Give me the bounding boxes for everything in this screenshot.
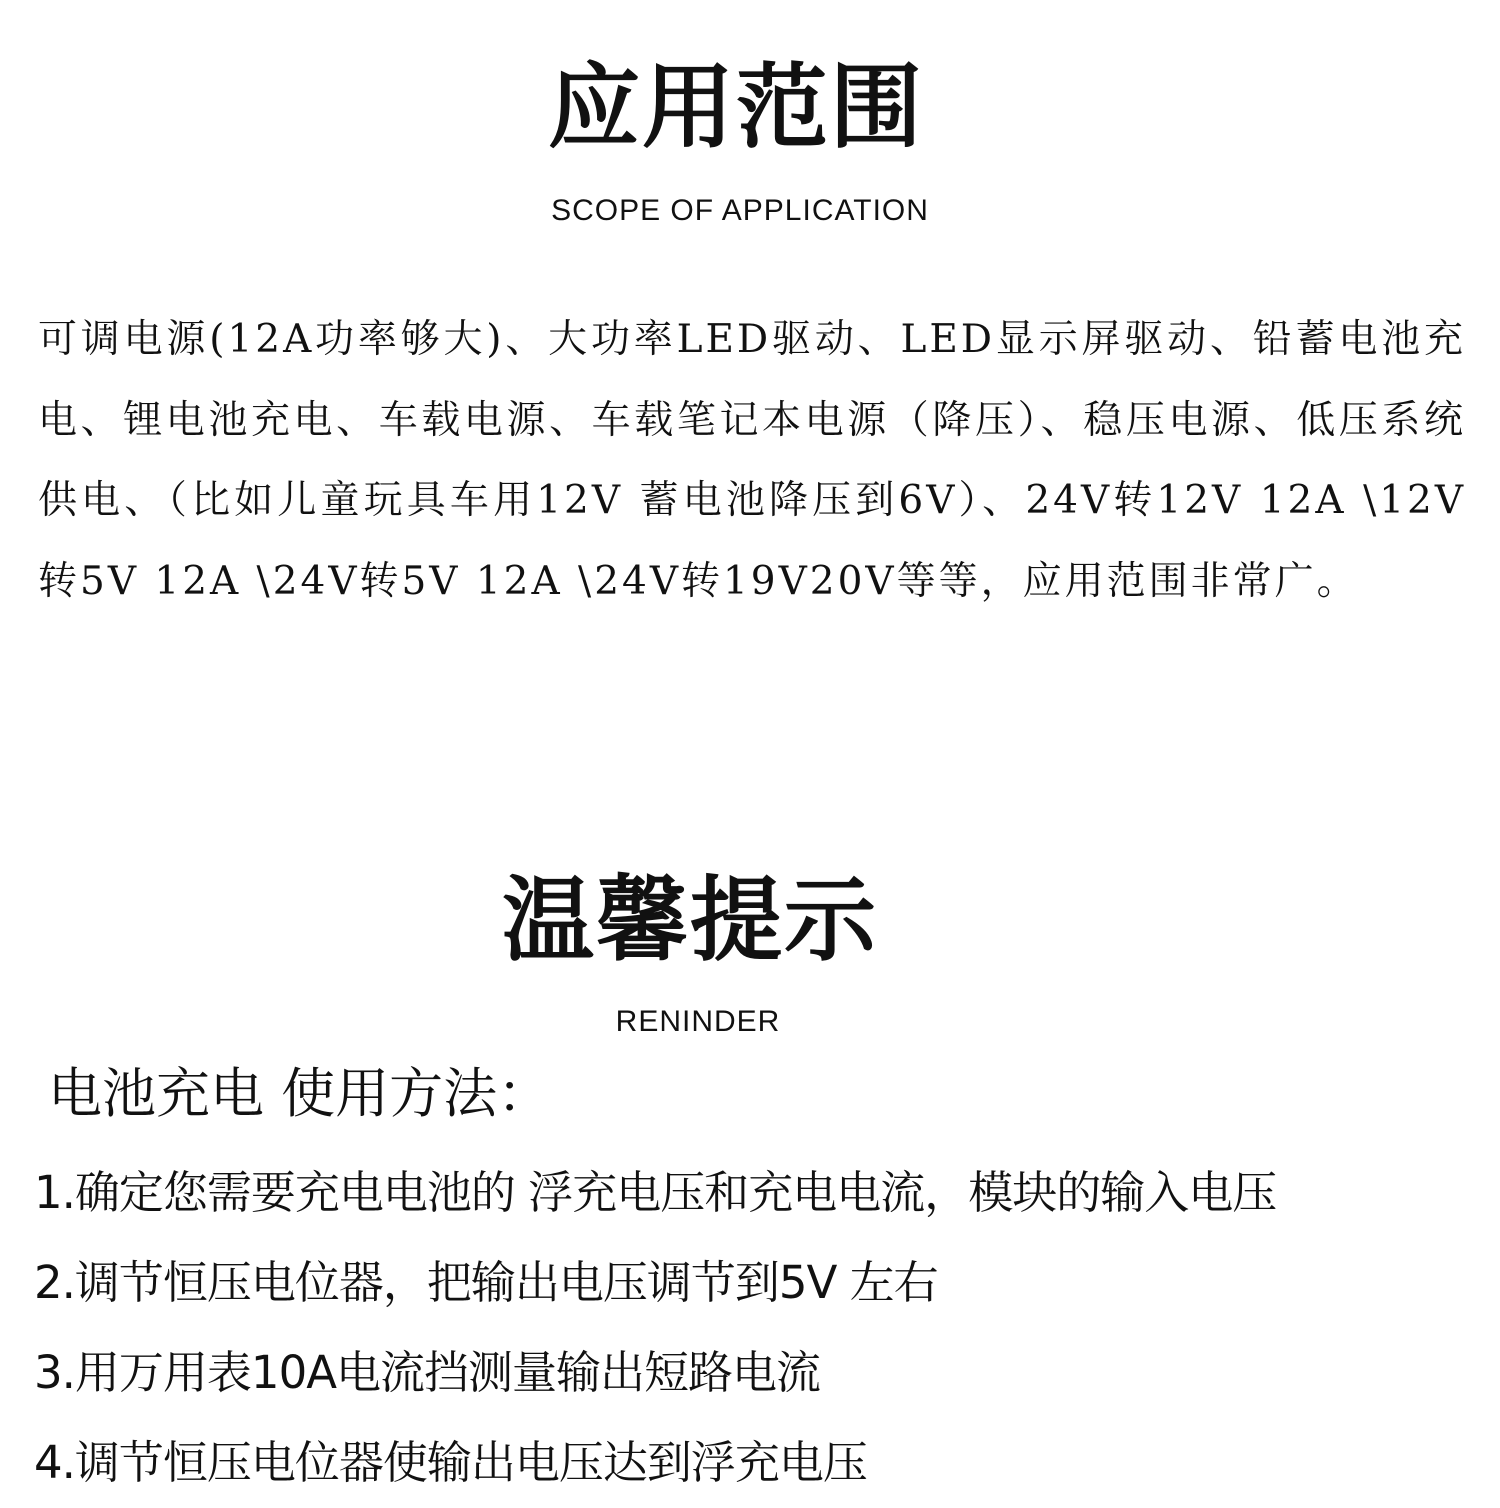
scope-subtitle: SCOPE OF APPLICATION — [551, 194, 929, 227]
scope-title: 应用范围 — [547, 54, 924, 161]
usage-heading: 电池充电 使用方法： — [48, 1062, 552, 1125]
reminder-title: 温馨提示 — [501, 867, 878, 974]
usage-step-3: 3.用万用表10A电流挡测量输出短路电流 — [34, 1346, 820, 1399]
scope-paragraph: 可调电源(12A功率够大)、大功率LED驱动、LED显示屏驱动、铅蓄电池充电、锂电池充电、车载电源、车载笔记本电源（降压）、稳压电源、低压系统供电、（比如儿童玩具车用12V 蓄电池降压到6V）、24V转12V 12A \12V转5V 12A \24V转5V 12A \24V转19V20V等等，应用范围非常广。 — [38, 317, 1466, 604]
usage-step-2: 2.调节恒压电位器，把输出电压调节到5V 左右 — [34, 1256, 938, 1309]
usage-steps-list — [34, 1148, 1484, 1508]
reminder-subtitle: RENINDER — [615, 1005, 781, 1038]
usage-step-1: 1.确定您需要充电电池的 浮充电压和充电电流，模块的输入电压 — [34, 1166, 1277, 1219]
usage-step-4: 4.调节恒压电位器使输出电压达到浮充电压 — [34, 1436, 867, 1489]
